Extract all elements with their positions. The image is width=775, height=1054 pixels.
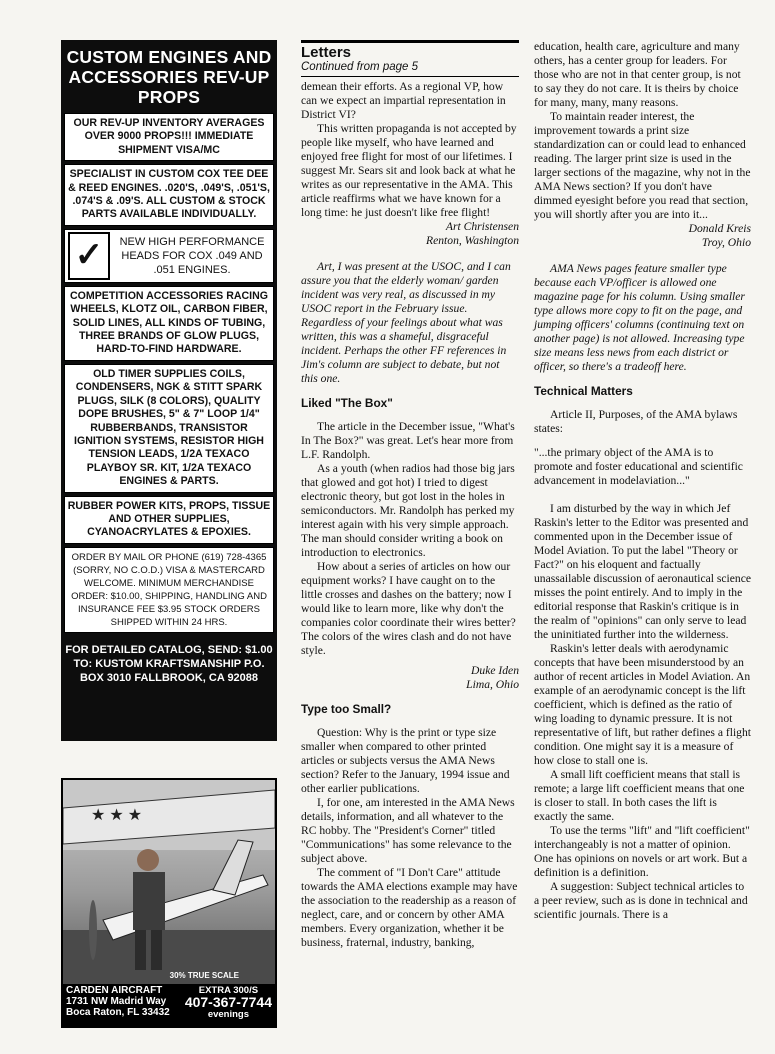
paragraph: demean their efforts. As a regional VP, how can we expect an impartial representation in District VI?: [301, 80, 506, 121]
ad-rubber-box: RUBBER POWER KITS, PROPS, TISSUE AND OTHER SUPPLIES, CYANOACRYLATES & EPOXIES.: [64, 496, 274, 544]
airplane-photo: [63, 780, 275, 984]
checkmark-icon: ✓: [68, 232, 110, 280]
paragraph: I, for one, am interested in the AMA News details, information, and all whatever to the RC hobby. The "President's Corner" titled "Communications" has some relevance to the subject above.: [301, 796, 515, 865]
paragraph: Raskin's letter deals with aerodynamic concepts that have been misunderstood by an author of recent articles in Model Aviation. An example of an aerodynamic concept is the lift coefficient, which is defined as the ratio of wing loading to dynamic pressure. It is not representative of lift, but rather defines a flight condition. One might say it is a measure of how close to stall one is.: [534, 642, 751, 767]
letters-column-1: [301, 40, 519, 950]
svg-text:★ ★ ★: ★ ★ ★: [91, 807, 143, 824]
paragraph: As a youth (when radios had those big jars that glowed and got hot) I tried to digest electronic theory, but got lost in the holes in semiconductors. Mr. Randolph has perked my interest again with his very simple approach. The man should consider writing a book on introduction to electronics.: [301, 462, 515, 559]
ad-specialist-box: SPECIALIST IN CUSTOM COX TEE DEE & REED ENGINES. .020'S, .049'S, .051'S, .074'S & .09'S. ALL CUSTOM & STOCK PARTS AVAILABLE INDIVIDUALLY.: [64, 164, 274, 226]
signature-place: Troy, Ohio: [701, 236, 751, 249]
paragraph: A suggestion: Subject technical articles to a peer review, such as is done in technical and scientific journals. There is a: [534, 880, 748, 921]
signature-name: Art Christensen: [445, 220, 519, 233]
ad-heads-box: [64, 229, 274, 283]
carden-city: Boca Raton, FL 33432: [66, 1007, 170, 1018]
ad-catalog-address: FOR DETAILED CATALOG, SEND: $1.00 TO: KUSTOM KRAFTSMANSHIP P.O. BOX 3010 FALLBROOK, CA 92088: [65, 643, 273, 684]
paragraph: Article II, Purposes, of the AMA bylaws states:: [534, 408, 738, 435]
carden-aircraft-ad: [61, 778, 277, 1028]
carden-hours: evenings: [207, 1009, 249, 1020]
paragraph: The article in the December issue, "What's In The Box?" was great. Let's hear more from L.F. Randolph.: [301, 420, 515, 461]
paragraph: I am disturbed by the way in which Jef Raskin's letter to the Editor was presented and commented upon in the December issue of Model Aviation. To put the label "Theory or Fact?" on his eloquent and factually unassailable discussion of aeronautical science misses the point entirely. And to imply in the editorial response that Raskin's critique is in the realm of "opinions" can only serve to lead the uninitiated further into the wilderness.: [534, 502, 751, 641]
bylaws-quote: "...the primary object of the AMA is to promote and foster educational and scientific advancement in modelaviation...": [534, 446, 743, 487]
kustom-kraftsmanship-ad: [61, 40, 277, 741]
section-heading: Type too Small?: [301, 702, 392, 716]
paragraph: Question: Why is the print or type size smaller when compared to other printed articles or subjects versus the AMA News section? Refer to the January, 1994 issue and other earlier publications.: [301, 726, 510, 795]
ad-heads-text: NEW HIGH PERFORMANCE HEADS FOR COX .049 AND .051 ENGINES.: [119, 235, 265, 276]
carden-product: EXTRA 300/S: [198, 985, 259, 996]
advertisement-column: [61, 40, 277, 1028]
carden-contact: [63, 984, 275, 1021]
ad-competition-box: COMPETITION ACCESSORIES RACING WHEELS, KLOTZ OIL, CARBON FIBER, SOLID LINES, ALL KINDS OF TUBING, THREE BRANDS OF GLOW PLUGS, HARD-TO-FIND HARDWARE.: [64, 286, 274, 361]
paragraph: This written propaganda is not accepted by people like myself, who have learned and enjoyed free flight for most of our lifetimes. I suggest Mr. Sears sit and look back at what he writes as our representative in the AMA. This article reaffirms what we have known for a long time: he just doesn't like free flight!: [301, 122, 517, 219]
section-heading: Technical Matters: [534, 384, 633, 398]
continued-note: Continued from page 5: [301, 61, 519, 77]
paragraph: To use the terms "lift" and "lift coefficient" interchangeably is not a matter of opinion. One has opinions on novels or art work. But a definition is a definition.: [534, 824, 750, 879]
section-heading: Liked "The Box": [301, 396, 393, 410]
signature-name: Duke Iden: [471, 664, 519, 677]
signature-place: Lima, Ohio: [466, 678, 519, 691]
ad-old-timer-box: OLD TIMER SUPPLIES COILS, CONDENSERS, NGK & STITT SPARK PLUGS, SILK (8 COLORS), QUALITY DOPE BRUSHES, 5" & 7" LOOP 1/4" RUBBERBANDS, TRANSISTOR IGNITION SYSTEMS, RESISTOR HIGH TENSION LEADS, 1/2A TEXACO PLAYBOY SR. KIT, 1/2A TEXACO ENGINES & PARTS.: [64, 364, 274, 493]
ad-order-info-box: ORDER BY MAIL OR PHONE (619) 728-4365 (SORRY, NO C.O.D.) VISA & MASTERCARD WELCOME. MINIMUM MERCHANDISE ORDER: $10.00, SHIPPING, HANDLING AND INSURANCE FEE $3.95 STOCK ORDERS SHIPPED WITHIN 24 HRS.: [64, 547, 274, 633]
paragraph: To maintain reader interest, the improvement towards a print size standardization can or could lead to enhanced reading. The larger print size is used in the larger sections of the magazine, why not in the AMA News section? If you don't have dimmed eyesight before you read that section, you will shortly after you are into it...: [534, 110, 751, 221]
letters-column-2: [534, 40, 751, 922]
airplane-photo-illustration: [63, 780, 275, 984]
ad-title: CUSTOM ENGINES AND ACCESSORIES REV-UP PROPS: [66, 47, 272, 107]
paragraph: The comment of "I Don't Care" attitude towards the AMA elections example may have the association to the readership as a reason of neglect, care, and or concern by other AMA members. Every organization, whether it be business, fraternal, industry, banking,: [301, 866, 518, 949]
ad-inventory-box: OUR REV-UP INVENTORY AVERAGES OVER 9000 PROPS!!! IMMEDIATE SHIPMENT VISA/MC: [64, 113, 274, 161]
editor-reply: Art, I was present at the USOC, and I can assure you that the elderly woman/ garden incident was very real, as discussed in my USOC report in the February issue. Regardless of your feelings about what was written, this was a shameful, disgraceful incident. Perhaps the other FF references in Jim's column are subject to debate, but not this one.: [301, 260, 511, 385]
signature-place: Renton, Washington: [426, 234, 519, 247]
carden-phone: 407-367-7744: [184, 994, 272, 1010]
editor-reply: AMA News pages feature smaller type because each VP/officer is allowed one magazine page for his column. Using smaller type allows more copy to fit on the page, and jumping officers' columns (continuing text on another page) is not allowed. Increasing type size means less news from each district or officer, so there's a tradeoff here.: [534, 262, 745, 373]
header-rule: [301, 40, 519, 43]
true-scale-label: 30% TRUE SCALE: [169, 971, 239, 980]
carden-street: 1731 NW Madrid Way: [66, 996, 167, 1007]
section-title: Letters: [301, 44, 352, 61]
signature-name: Donald Kreis: [688, 222, 751, 235]
paragraph: A small lift coefficient means that stall is remote; a large lift coefficient means that one is closer to stall. In both cases the lift is exactly the same.: [534, 768, 745, 823]
carden-name: CARDEN AIRCRAFT: [66, 985, 163, 996]
paragraph: How about a series of articles on how our equipment works? I have caught on to the little crosses and dashes on the battery; now I would like to learn more, like why don't the companies color coordinate their wires better? The colors of the wires clash and do not have style.: [301, 560, 516, 657]
paragraph: education, health care, agriculture and many others, has a center group for leaders. For those who are not in that center group, is not to say they do not care. It is theirs by choice for many, many, many reasons.: [534, 40, 741, 109]
